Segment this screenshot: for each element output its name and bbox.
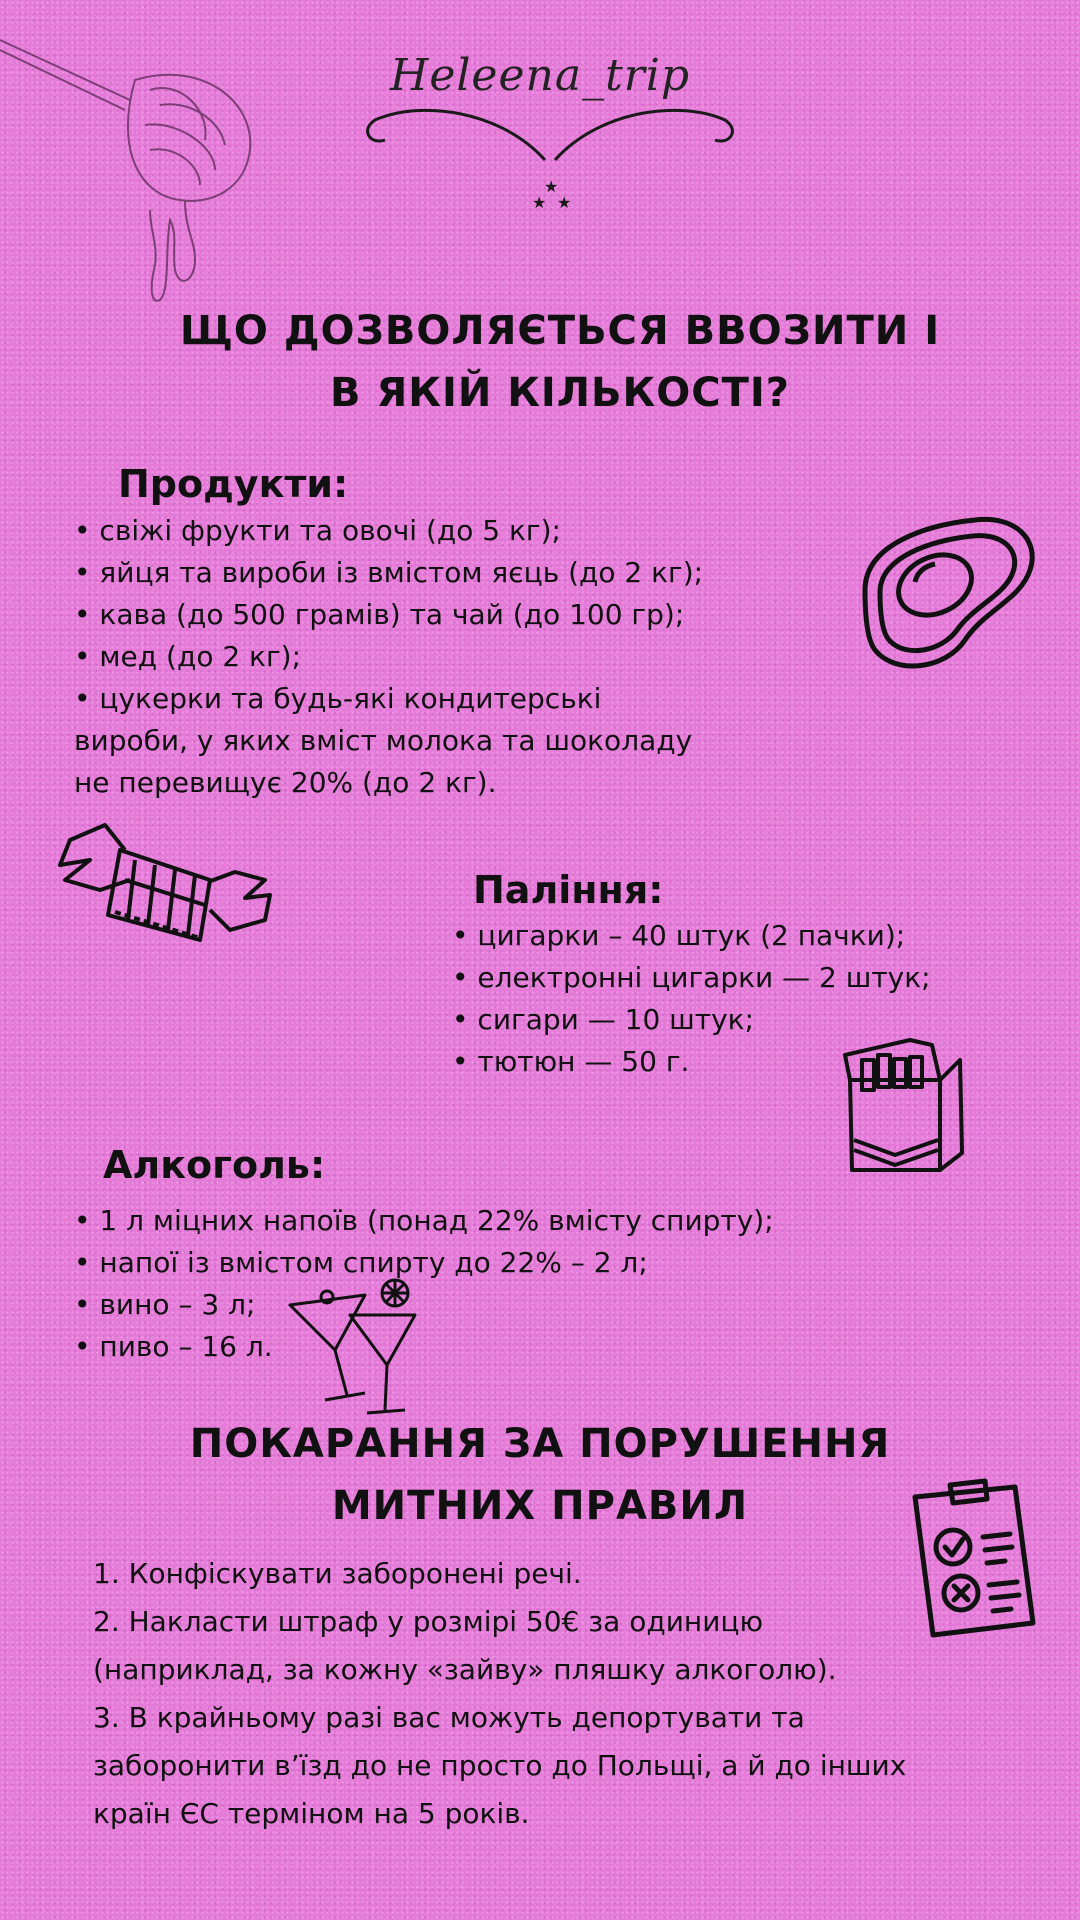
brand-logo-text: Heleena_trip [389,50,691,101]
svg-text:★: ★ [532,193,547,212]
list-item: • яйця та вироби із вмістом яєць (до 2 кг); [74,552,703,594]
penalties-list [93,1550,943,1838]
list-item: • свіжі фрукти та овочі (до 5 кг); [74,510,703,552]
list-item: • цигарки – 40 штук (2 пачки); [452,915,931,957]
svg-text:★: ★ [557,193,572,212]
list-item: • електронні цигарки — 2 штук; [452,957,931,999]
list-item: • вино – 3 л; [74,1284,774,1326]
list-item: • 1 л міцних напоїв (понад 22% вмісту спирту); [74,1200,774,1242]
brand-swirl-icon [360,100,740,220]
svg-text:★: ★ [544,177,559,196]
products-list [74,510,703,720]
alcohol-heading: Алкоголь: [103,1143,326,1187]
list-item-continuation: не перевищує 20% (до 2 кг). [74,766,497,799]
page-title-line-2: В ЯКІЙ КІЛЬКОСТІ? [330,370,790,416]
products-heading: Продукти: [118,462,349,506]
cigarette-pack-icon [840,1035,970,1175]
list-item: • цукерки та будь-які кондитерські [74,678,703,720]
list-item: • пиво – 16 л. [74,1326,774,1368]
products-continuation [74,720,692,804]
penalties-title [140,1413,940,1537]
smoking-heading: Паління: [473,868,664,912]
page-title [110,300,1010,424]
list-item: 1. Конфіскувати заборонені речі. [93,1557,582,1590]
cocktail-glasses-icon [285,1275,425,1425]
list-item: • тютюн — 50 г. [452,1041,931,1083]
penalties-title-line-1: ПОКАРАННЯ ЗА ПОРУШЕННЯ [189,1421,891,1467]
candy-icon [60,820,275,960]
list-item: 2. Накласти штраф у розмірі 50€ за одиницю (наприклад, за кожну «зайву» пляшку алкоголю). [93,1605,837,1686]
list-item-continuation: вироби, у яких вміст молока та шоколаду [74,724,693,757]
list-item: • кава (до 500 грамів) та чай (до 100 гр); [74,594,703,636]
page-title-line-1: ЩО ДОЗВОЛЯЄТЬСЯ ВВОЗИТИ І [179,308,941,354]
list-item: • напої із вмістом спирту до 22% – 2 л; [74,1242,774,1284]
avocado-icon [845,500,1045,680]
list-item: • мед (до 2 кг); [74,636,703,678]
penalties-title-line-2: МИТНИХ ПРАВИЛ [331,1483,749,1529]
list-item: • сигари — 10 штук; [452,999,931,1041]
list-item: 3. В крайньому разі вас можуть депортувати та заборонити в’їзд до не просто до Польщі, а й до інших країн ЄС терміном на 5 років. [93,1701,907,1830]
